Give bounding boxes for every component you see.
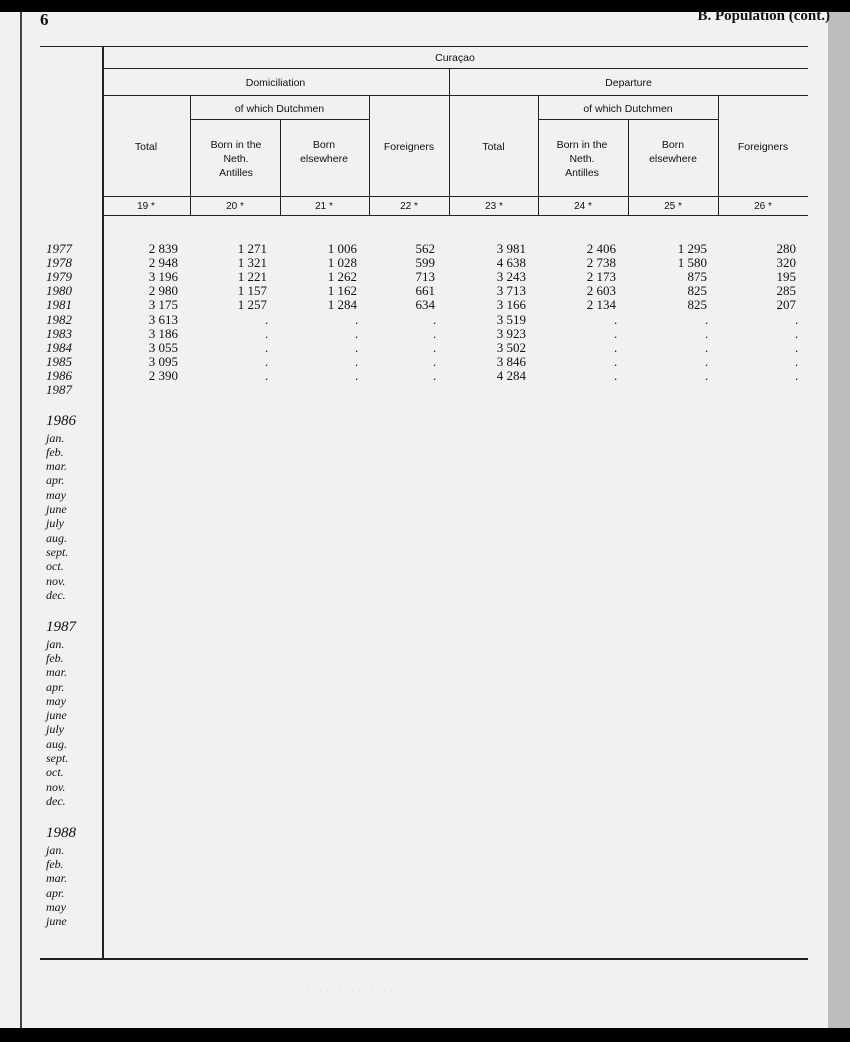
year-label: 1983: [46, 325, 72, 341]
table-cell: .: [433, 325, 437, 341]
binding-edge: [20, 12, 22, 1028]
table-cell: 3 846: [496, 353, 526, 369]
column-rule: [718, 95, 719, 215]
section-year-label: 1988: [46, 825, 76, 842]
column-rule: [280, 119, 281, 215]
month-label: jan.: [46, 430, 65, 445]
table-cell: .: [705, 325, 709, 341]
section-year-label: 1986: [46, 413, 76, 429]
subgroup-header-departure: of which Dutchmen: [583, 103, 673, 115]
year-label: 1985: [46, 353, 72, 369]
table-cell: .: [705, 367, 709, 383]
page-number: 6: [40, 10, 49, 29]
group-header-domiciliation: Domiciliation: [245, 77, 306, 89]
table-cell: 3 095: [148, 353, 178, 369]
table-cell: .: [795, 367, 799, 383]
table-cell: 285: [776, 283, 796, 299]
table-cell: 1 221: [237, 269, 267, 285]
table-cell: 825: [687, 283, 707, 299]
month-label: june: [46, 914, 67, 929]
table-cell: 661: [415, 283, 435, 299]
month-label: may: [46, 693, 66, 708]
year-label: 1979: [46, 269, 72, 285]
table-cell: 562: [415, 241, 435, 256]
table-cell: .: [795, 353, 799, 369]
table-cell: .: [705, 311, 709, 327]
region-header: Curaçao: [435, 52, 475, 64]
table-bottom-rule: [40, 958, 808, 960]
table-cell: .: [614, 311, 618, 327]
section-year-label: 1987: [46, 619, 76, 636]
month-label: feb.: [46, 650, 64, 665]
table-cell: .: [355, 367, 359, 383]
table-cell: 3 175: [148, 297, 178, 313]
year-label: 1982: [46, 311, 72, 327]
table-cell: .: [265, 353, 269, 369]
table-cell: 3 186: [148, 325, 178, 341]
column-number-rule: [102, 215, 808, 216]
column-header: Foreigners: [737, 141, 789, 153]
month-label: feb.: [46, 857, 64, 871]
month-label: may: [46, 899, 66, 914]
table-cell: 2 603: [586, 283, 616, 299]
column-header: Born in the Neth. Antilles: [210, 139, 262, 179]
table-cell: 875: [687, 269, 707, 285]
table-cell: 825: [687, 297, 707, 313]
table-cell: .: [795, 325, 799, 341]
header-bottom-rule: [102, 196, 808, 197]
table-cell: 1 157: [237, 283, 267, 299]
table-cell: 2 738: [586, 255, 616, 271]
month-label: june: [46, 502, 67, 516]
month-label: mar.: [46, 459, 68, 474]
table-cell: 2 839: [148, 241, 178, 256]
table-top-rule: [40, 46, 808, 47]
stub-column-rule: [102, 46, 104, 960]
table-cell: 1 257: [237, 297, 267, 313]
bleed-through-text: · · · · · · · · · · · · · · · ·: [300, 985, 400, 997]
table-cell: 2 948: [148, 255, 178, 271]
table-cell: .: [614, 367, 618, 383]
table-cell: .: [433, 353, 437, 369]
table-cell: .: [265, 367, 269, 383]
table-cell: .: [265, 325, 269, 341]
table-cell: .: [705, 353, 709, 369]
table-cell: 3 502: [496, 339, 526, 355]
year-label: 1978: [46, 255, 72, 271]
table-cell: 320: [776, 255, 796, 271]
table-cell: 1 006: [327, 241, 357, 256]
column-rule: [369, 95, 370, 215]
table-cell: 2 406: [586, 241, 616, 256]
table-cell: 3 166: [496, 297, 526, 313]
table-cell: .: [433, 367, 437, 383]
table-cell: .: [355, 311, 359, 327]
table-cell: 3 713: [496, 283, 526, 299]
document-page: [0, 12, 828, 1028]
table-cell: 3 923: [496, 325, 526, 341]
table-cell: .: [795, 311, 799, 327]
table-cell: 1 262: [327, 269, 357, 285]
month-label: june: [46, 708, 67, 723]
month-label: jan.: [46, 636, 65, 651]
column-number: 22 *: [400, 201, 418, 212]
table-cell: 1 284: [327, 297, 357, 313]
column-header: Foreigners: [383, 141, 435, 153]
column-number: 26 *: [754, 201, 772, 212]
month-label: aug.: [46, 530, 67, 545]
table-cell: 2 134: [586, 297, 616, 313]
table-cell: 195: [776, 269, 796, 285]
column-header: Total: [134, 141, 158, 153]
table-cell: .: [705, 339, 709, 355]
column-header: Born elsewhere: [300, 139, 348, 165]
table-cell: 3 055: [148, 339, 178, 355]
month-label: apr.: [46, 473, 65, 488]
year-label: 1984: [46, 339, 72, 355]
table-cell: 1 295: [677, 241, 707, 256]
table-cell: 3 519: [496, 311, 526, 327]
table-cell: 1 321: [237, 255, 267, 271]
month-label: jan.: [46, 842, 65, 857]
table-cell: 4 284: [496, 367, 526, 383]
page-title: B. Population (cont.): [697, 8, 830, 24]
column-header: Total: [482, 141, 505, 153]
table-cell: 3 981: [496, 241, 526, 256]
table-cell: .: [433, 339, 437, 355]
month-label: apr.: [46, 679, 65, 694]
table-cell: .: [614, 339, 618, 355]
month-label: sept.: [46, 544, 69, 559]
year-label: 1977: [46, 241, 72, 256]
table-cell: 3 196: [148, 269, 178, 285]
month-label: may: [46, 487, 66, 502]
table-cell: 280: [776, 241, 796, 256]
column-number: 20 *: [226, 201, 244, 212]
table-cell: 1 580: [677, 255, 707, 271]
table-cell: 207: [776, 297, 796, 313]
year-label: 1981: [46, 297, 72, 313]
table-cell: .: [265, 339, 269, 355]
table-cell: .: [355, 339, 359, 355]
table-cell: 713: [415, 269, 435, 285]
table-cell: 1 028: [327, 255, 357, 271]
group-header-rule: [102, 95, 808, 96]
table-cell: 3 243: [496, 269, 526, 285]
table-cell: 1 271: [237, 241, 267, 256]
region-header-rule: [102, 68, 808, 69]
month-label: july: [46, 516, 64, 531]
month-label: feb.: [46, 444, 64, 459]
table-cell: 1 162: [327, 283, 357, 299]
table-cell: 599: [415, 255, 435, 271]
column-number: 23 *: [485, 201, 503, 212]
table-cell: .: [614, 353, 618, 369]
table-cell: 634: [415, 297, 435, 313]
month-label: mar.: [46, 871, 68, 886]
column-number: 19 *: [137, 201, 155, 212]
table-cell: 4 638: [496, 255, 526, 271]
table-cell: .: [795, 339, 799, 355]
month-label: nov.: [46, 779, 66, 794]
year-label: 1987: [46, 382, 72, 397]
month-label: july: [46, 722, 64, 737]
table-cell: .: [433, 311, 437, 327]
month-label: mar.: [46, 665, 68, 680]
month-label: dec.: [46, 587, 66, 602]
table-cell: .: [355, 353, 359, 369]
table-cell: .: [614, 325, 618, 341]
subgroup-header-domiciliation: of which Dutchmen: [234, 103, 325, 115]
month-label: oct.: [46, 559, 64, 574]
column-number: 25 *: [664, 201, 682, 212]
table-cell: .: [265, 311, 269, 327]
table-cell: 2 173: [586, 269, 616, 285]
column-header: Born in the Neth. Antilles: [556, 139, 608, 179]
table-cell: .: [355, 325, 359, 341]
month-label: oct.: [46, 765, 64, 780]
month-label: apr.: [46, 885, 65, 900]
month-label: sept.: [46, 751, 69, 765]
month-label: dec.: [46, 793, 66, 808]
table-cell: 3 613: [148, 311, 178, 327]
year-label: 1986: [46, 367, 72, 383]
month-label: aug.: [46, 736, 67, 751]
table-cell: 2 390: [148, 367, 178, 383]
column-number: 24 *: [574, 201, 592, 212]
table-cell: 2 980: [148, 283, 178, 299]
page-edge: [828, 12, 850, 1028]
year-label: 1980: [46, 283, 72, 299]
group-header-departure: Departure: [605, 77, 652, 89]
column-header: Born elsewhere: [649, 139, 697, 165]
column-number: 21 *: [315, 201, 333, 212]
column-rule: [628, 119, 629, 215]
month-label: nov.: [46, 573, 66, 588]
